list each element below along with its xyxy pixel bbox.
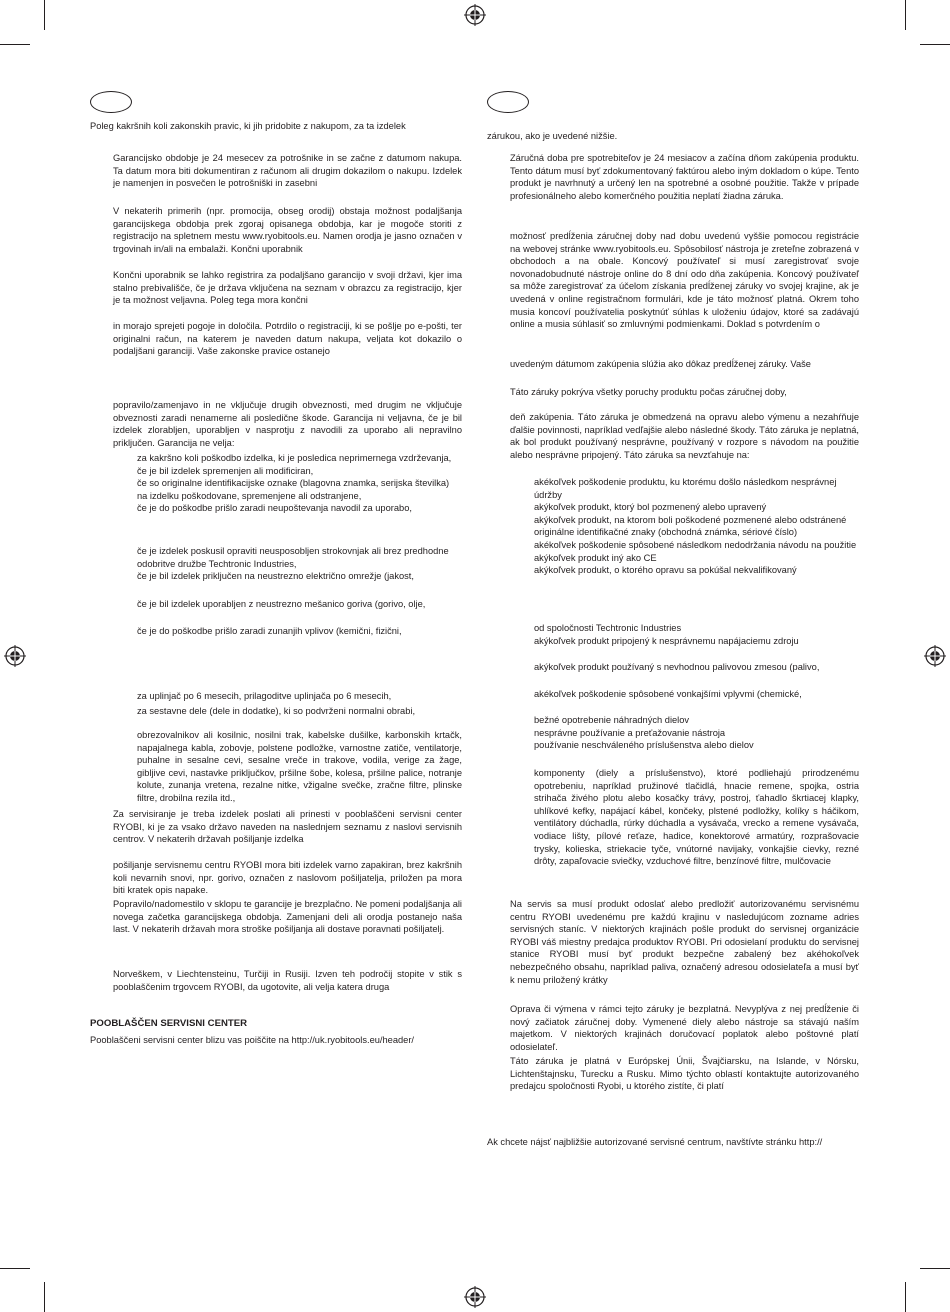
right-proof: uvedeným dátumom zakúpenia slúžia ako dôkaz predĺženej záruky. Vaše	[510, 359, 811, 369]
right-registration: možnosť predĺženia záručnej doby nad dobu uvedenú vyššie pomocou registrácie na webovej stránke www.ryobitools.eu. Spôsobilosť nástroja je zreteľne zobrazená v obchodoch a na obale. Koncový používateľ si musí zaregistrovať svoje novonadobudnuté nástroje online do 8 dní odo dňa zakúpenia. Koncový používateľ sa môže zaregistrovať za účelom získania predĺženej záruky vo svojej krajine, ak je uvedená v online registračnom formulári, kde je táto možnosť platná. Okrem toho musia koncoví používatelia poskytnúť súhlas k uloženiu údajov, ktoré sa zadávajú online a musia súhlasiť so zmluvnými podmienkami. Doklad s potvrdením o	[510, 231, 859, 330]
language-badge-oval	[90, 91, 132, 113]
left-packaging: pošiljanje servisnemu centru RYOBI mora biti izdelek varno zapakiran, brez kakršnih koli nevarnih snovi, npr. gorivo, označen z naslovom pošiljatelja, priložen pa mora biti kratek opis napake.	[113, 860, 462, 896]
crop-mark	[44, 1282, 45, 1312]
left-exclusion-adapter: za uplinjač po 6 mesecih, prilagoditve uplinjača po 6 mesecih,	[137, 691, 392, 701]
left-promotions: V nekaterih primerih (npr. promocija, obseg orodij) obstaja možnost podaljšanja garancijskega obdobja prek zgoraj opisanega obdobja, kar je mogoče storiti z registracijo na spletnem mestu www.ryobitools.eu. Namen orodja je jasno označen v trgovinah in/ali na embalaži. Končni uporabnik	[113, 206, 462, 254]
crop-mark	[0, 1268, 30, 1269]
right-exclusion-fuel: akýkoľvek produkt používaný s nevhodnou palivovou zmesou (palivo,	[534, 662, 820, 672]
right-exclusions-list-a: akékoľvek poškodenie produktu, ku ktorému došlo následkom nesprávnej údržby akýkoľvek produkt, ktorý bol pozmenený alebo upravený akýkoľvek produkt, na ktorom boli poškodené pozmenené alebo odstránené originálne identifikačné znaky (obchodná známka, sériové číslo) akékoľvek poškodenie spôsobené následkom nedodržania návodu na použitie akýkoľvek produkt iný ako CE akýkoľvek produkt, o ktorého opravu sa pokúšal nekvalifikovaný	[534, 477, 857, 576]
left-exclusion-fuel: če je bil izdelek uporabljen z neustrezno mešanico goriva (gorivo, olje,	[137, 599, 426, 609]
crop-mark	[920, 44, 950, 45]
crop-mark	[44, 0, 45, 30]
right-intro: zárukou, ako je uvedené nižšie.	[487, 131, 618, 141]
right-exclusions-list-c: bežné opotrebenie náhradných dielov nesprávne používanie a preťažovanie nástroja používanie neschváleného príslušenstva alebo dielov	[534, 715, 754, 751]
right-warranty-period: Záručná doba pre spotrebiteľov je 24 mesiacov a začína dňom zakúpenia produktu. Tento dátum musí byť zdokumentovaný faktúrou alebo iným dokladom o kúpe. Tento produkt je navrhnutý a určený len na spotrebné a osobné použitie. Takže v prípade profesionálneho alebo komerčného použitia neplatí žiadna záruka.	[510, 153, 859, 201]
left-parts-list: obrezovalnikov ali kosilnic, nosilni trak, kabelske dušilke, karbonskih krtačk, napajalnega kabla, zobovje, polstene podložke, varnostne zatiče, ventilatorje, puhalne in sesalne cevi, sesalne vreče in trakove, vodila, verige za žage, gibljive cevi, nastavke priključkov, pršilne šobe, kolesa, pršilne palice, notranje kolute, zunanja vretena, rezalne nitke, vžigalne svečke, zračne filtre, plinske filtre, drobilna rezila itd.,	[137, 730, 462, 803]
crop-mark	[0, 44, 30, 45]
registration-mark-icon	[924, 645, 946, 667]
right-service-text: Ak chcete nájsť najbližšie autorizované servisné centrum, navštívte stránku http://	[487, 1137, 823, 1147]
crop-mark	[905, 0, 906, 30]
left-countries: Norveškem, v Liechtensteinu, Turčiji in Rusiji. Izven teh področij stopite v stik s pooblaščenim trgovcem RYOBI, da ugotovite, ali velja katera druga	[113, 969, 462, 992]
right-repair-free: Oprava či výmena v rámci tejto záruky je bezplatná. Nevyplýva z nej predĺženie či nový začiatok záručnej doby. Vymenené diely alebo nástroje sa stávajú naším majetkom. V niektorých krajinách doručovací poplatok alebo poštovné platí odosielateľ.	[510, 1004, 859, 1052]
registration-mark-icon	[464, 4, 486, 26]
left-exclusion-parts: za sestavne dele (dele in dodatke), ki so podvrženi normalni obrabi,	[137, 706, 416, 716]
left-exclusion-external: če je do poškodbe prišlo zaradi zunanjih vplivov (kemični, fizični,	[137, 626, 402, 636]
right-exclusion-external: akékoľvek poškodenie spôsobené vonkajšími vplyvmi (chemické,	[534, 689, 802, 699]
right-parts-list: komponenty (diely a príslušenstvo), ktoré podliehajú prirodzenému opotrebeniu, napríklad pružinové tlačidlá, hnacie remene, spojka, ostria strihača živého plotu alebo kosačky trávy, postroj, ťahadlo škrtiacej klapky, uhlíkové kefky, napájací kábel, končeky, plstené podložky, kolíky s háčikom, ventilátory dúchadla, rúrky dúchadla a vysávača, vrecko a remene vysávača, vodiace lišty, pílové reťaze, hadice, konektorové armatúry, rozprašovacie trysky, kolieska, striekacie tyče, vnútorné navijaky, vonkajšie cievky, rezné drôty, zapaľovacie sviečky, vzduchové filtre, benzínové filtre, mulčovacie	[534, 768, 859, 867]
left-warranty-period: Garancijsko obdobje je 24 mesecev za potrošnike in se začne z datumom nakupa. Ta datum mora biti dokumentiran z računom ali drugim dokazilom o nakupu. Izdelek je namenjen in posvečen le potrošniški in zasebni	[113, 153, 462, 189]
right-coverage: Táto záruky pokrýva všetky poruchy produktu počas záručnej doby,	[510, 387, 787, 397]
crop-mark	[905, 1282, 906, 1312]
left-exclusions-list-b: če je izdelek poskusil opraviti neusposobljen strokovnjak ali brez predhodne odobritve družbe Techtronic Industries, če je bil izdelek priključen na neustrezno električno omrežje (jakost,	[137, 546, 449, 582]
left-repair-free: Popravilo/nadomestilo v sklopu te garancije je brezplačno. Ne pomeni podaljšanja ali novega začetka garancijskega obdobja. Zamenjani deli ali orodja postanejo naša last. V nekaterih državah mora stroške pošiljanja ali dostave poravnati pošiljatelj.	[113, 899, 462, 935]
crop-mark	[920, 1268, 950, 1269]
left-exclusions-list-a: za kakršno koli poškodbo izdelka, ki je posledica neprimernega vzdrževanja, če je bil izdelek spremenjen ali modificiran, če so originalne identifikacijske oznake (blagovna znamka, serijska številka) na izdelku poškodovane, spremenjene ali odstranjene, če je do poškodbe prišlo zaradi neupoštevanja navodil za uporabo,	[137, 453, 452, 514]
left-registration: Končni uporabnik se lahko registrira za podaljšano garancijo v svoji državi, kjer ima stalno prebivališče, če je država vključena na seznam v obrazcu za registracijo, kjer je ta možnost veljavna. Poleg tega mora končni	[113, 270, 462, 306]
language-badge-oval	[487, 91, 529, 113]
registration-mark-icon	[464, 1286, 486, 1308]
left-service-send: Za servisiranje je treba izdelek poslati ali prinesti v pooblaščeni servisni center RYOBI, ki je za vsako državo naveden na naslednjem seznamu z naslovi servisnih centrov. V nekaterih državah pošiljanje izdelka	[113, 809, 462, 845]
right-countries: Táto záruka je platná v Európskej Únii, Švajčiarsku, na Islande, v Nórsku, Lichtenštajnsku, Turecku a Rusku. Mimo týchto oblastí kontaktujte autorizovaného predajcu spoločnosti Ryobi, u ktorého zistíte, či platí	[510, 1056, 859, 1092]
right-service-send: Na servis sa musí produkt odoslať alebo predložiť autorizovanému servisnému centru RYOBI uvedenému pre každú krajinu v nasledujúcom zozname adries servisných staníc. V niektorých krajinách pošle produkt do servisnej organizácie RYOBI váš miestny predajca produktov RYOBI. Pri odosielaní produktu do servisnej stanice RYOBI musí byť produkt bezpečne zabalený bez akéhokoľvek nebezpečného obsahu, napríklad paliva, označený adresou odosielateľa a musí byť k nemu priložený krátky	[510, 899, 859, 985]
service-center-heading: POOBLAŠČEN SERVISNI CENTER	[90, 1018, 248, 1029]
left-service-text: Pooblaščeni servisni center blizu vas poiščite na http://uk.ryobitools.eu/header/	[90, 1035, 415, 1045]
registration-mark-icon	[4, 645, 26, 667]
left-intro: Poleg kakršnih koli zakonskih pravic, ki jih pridobite z nakupom, za ta izdelek	[90, 121, 406, 131]
left-exclusions-intro: popravilo/zamenjavo in ne vključuje drugih obveznosti, med drugim ne vključuje obveznosti zaradi nenamerne ali posledične škode. Garancija ni veljavna, če je bil izdelek zlorabljen, uporabljen v nasprotju z navodili za uporabo ali nepravilno priključen. Garancija ne velja:	[113, 400, 462, 448]
left-terms: in morajo sprejeti pogoje in določila. Potrdilo o registraciji, ki se pošlje po e-pošti, ter originalni račun, na katerem je naveden datum nakupa, veljata kot dokazilo o podaljšani garanciji. Vaše zakonske pravice ostanejo	[113, 321, 462, 357]
right-limits: deň zakúpenia. Táto záruka je obmedzená na opravu alebo výmenu a nezahŕňuje ďalšie povinnosti, napríklad vedľajšie alebo následné škody. Táto záruka je neplatná, ak bol produkt používaný nesprávne, používaný v rozpore s návodom na použitie alebo nesprávne pripojený. Táto záruka sa nevzťahuje na:	[510, 412, 859, 460]
right-exclusions-list-b: od spoločnosti Techtronic Industries akýkoľvek produkt pripojený k nesprávnemu napájaciemu zdroju	[534, 623, 799, 646]
